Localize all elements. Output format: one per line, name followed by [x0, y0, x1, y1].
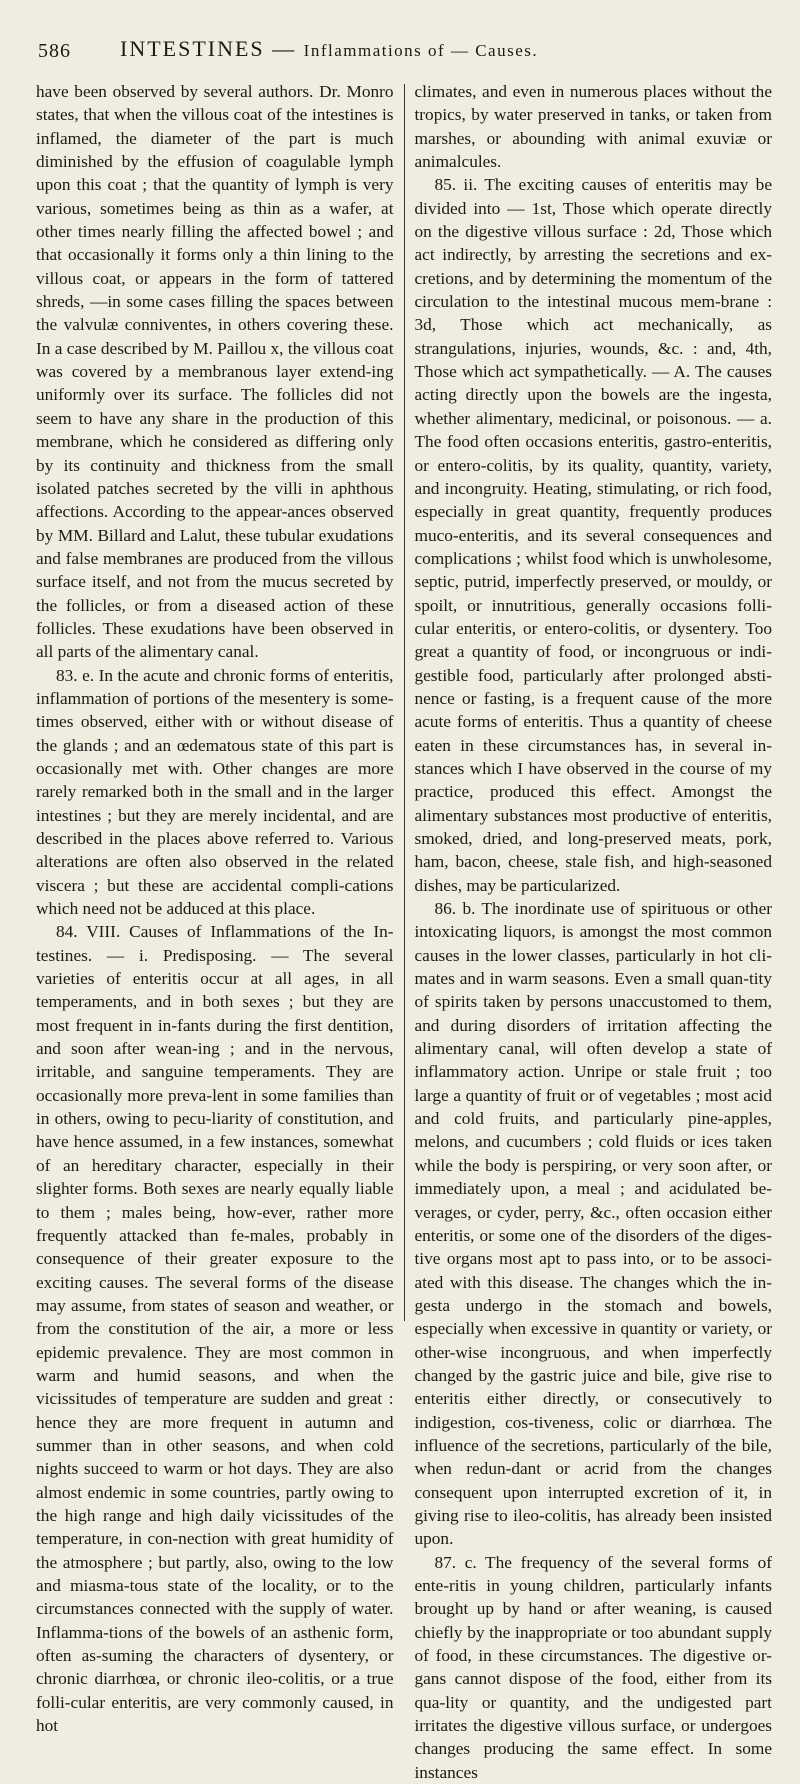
right-column: [414, 80, 773, 1782]
paragraph: 84. VIII. Causes of Inflammations of the In-testines. — i. Predisposing. — The several varieties of enteritis occur at all ages, in all temperaments, and in both sexes ; but they are most frequent in in-fants during the first dentition, and soon after wean-ing ; and in the nervous, irritable, and sanguine temperaments. They are occasionally more preva-lent in some families than in others, owing to pecu-liarity of constitution, and have hence assumed, in a few instances, somewhat of an hereditary character, especially in their slighter forms. Both sexes are nearly equally liable to them ; males being, how-ever, rather more frequently attacked than fe-males, probably in consequence of their greater exposure to the exciting causes. The several forms of the disease may assume, from states of season and weather, or from the constitution of the air, a more or less epidemic prevalence. They are most common in warm and humid seasons, and when the vicissitudes of temperature are sudden and great : hence they are more frequent in autumn and summer than in other seasons, and when cold nights succeed to warm or hot days. They are also almost endemic in some countries, partly owing to the high range and high daily vicissitudes of the temperature, in con-nection with great humidity of the atmosphere ; but partly, also, owing to the low and miasma-tous state of the locality, or to the circumstances connected with the supply of water. Inflamma-tions of the bowels of an asthenic form, often as-suming the characters of dysentery, or chronic diarrhœa, or chronic ileo-colitis, or a true folli-cular enteritis, are very commonly caused, in hot: [36, 922, 394, 1736]
column-divider: [404, 84, 405, 1321]
paragraph: 87. c. The frequency of the several forms of ente-ritis in young children, particularly infants brought up by hand or after weaning, is caused chiefly by the inappropriate or too abundant supply of food, in these circumstances. The digestive or-gans cannot dispose of the food, either from its qua-lity or quantity, and the undigested part irritates the digestive villous surface, or undergoes changes producing the same effect. In some instances: [414, 1552, 772, 1782]
left-column: [36, 80, 394, 1736]
running-head-subtitle: Inflammations of — Causes.: [303, 41, 539, 60]
page-header: [30, 14, 770, 70]
paragraph: 86. b. The inordinate use of spirituous or other intoxicating liquors, is amongst the most common causes in the lower classes, particularly in hot cli-mates and in warm seasons. Even a small quan-tity of spirits taken by persons unaccustomed to them, and during disorders of irritation affecting the alimentary canal, will often develop a state of inflammatory action. Unripe or stale fruit ; too large a quantity of fruit or of vegetables ; most acid and cold fruits, and particularly pine-apples, melons, and cucumbers ; cold fluids or ices taken while the body is perspiring, or very soon after, or immediately upon, a meal ; and acidulated be-verages, or cyder, perry, &c., often occasion either enteritis, or some one of the disorders of the diges-tive organs most apt to pass into, or to be associ-ated with this disease. The changes which the in-gesta undergo in the stomach and bowels, especially when excessive in quantity or variety, or other-wise incongruous, and when imperfectly changed by the gastric juice and bile, give rise to enteritis either directly, or consecutively to indigestion, cos-tiveness, colic or diarrhœa. The influence of the secretions, particularly of the bile, when redun-dant or acrid from the changes consequent upon interrupted excretion of it, in giving rise to ileo-colitis, has already been insisted upon.: [414, 899, 772, 1549]
text-columns: [36, 80, 772, 1782]
paragraph: have been observed by several authors. Dr. Monro states, that when the villous coat of the intestines is inflamed, the diameter of the part is much diminished by the effusion of coagulable lymph upon this coat ; that the quantity of lymph is very various, sometimes being as thin as a wafer, at other times nearly filling the affected bowel ; and that occasionally it forms only a thin lining to the villous coat, or appears in the form of tattered shreds, —in some cases filling the spaces between the valvulæ conniventes, in others covering these. In a case described by M. Paillou x, the villous coat was covered by a membranous layer extend-ing uniformly over its surface. The follicles did not seem to have any share in the production of this membrane, which he considered as differing only by its continuity and thickness from the small isolated patches secreted by the villi in aphthous affections. According to the appear-ances observed by MM. Billard and Lalut, these tubular exudations and false membranes are produced from the villous surface itself, and not from the mucus secreted by the follicles, or from a diseased action of these follicles. These exudations have been observed in all parts of the alimentary canal.: [36, 82, 394, 662]
running-head-main: INTESTINES —: [120, 36, 304, 61]
paragraph: 83. e. In the acute and chronic forms of enteritis, inflammation of portions of the mesentery is some-times observed, either with or without disease of the glands ; and an œdematous state of this part is occasionally met with. Other changes are more rarely remarked both in the small and in the larger intestines ; but they are merely incidental, and are described in the places above referred to. Various alterations are often also observed in the related viscera ; but these are accidental compli-cations which need not be adduced at this place.: [36, 665, 394, 919]
page-number: 586: [38, 40, 71, 62]
paragraph: 85. ii. The exciting causes of enteritis may be divided into — 1st, Those which operate directly on the digestive villous surface : 2d, Those which act indirectly, by arresting the secretions and ex-cretions, and by determining the momentum of the circulation to the intestinal mucous mem-brane : 3d, Those which act mechanically, as strangulations, injuries, wounds, &c. : and, 4th, Those which act sympathetically. — A. The causes acting directly upon the bowels are the ingesta, whether alimentary, medicinal, or poisonous. — a. The food often occasions enteritis, gastro-enteritis, or entero-colitis, by its quality, quantity, variety, and incongruity. Heating, stimulating, or rich food, especially in great quantity, frequently produces muco-enteritis, and its several consequences and complications ; whilst food which is unwholesome, septic, putrid, imperfectly preserved, or mouldy, or spoilt, or innutritious, generally occasions folli-cular enteritis, or entero-colitis, or dysentery. Too great a quantity of food, or incongruous or indi-gestible food, particularly after prolonged absti-nence or fasting, is a frequent cause of the more acute forms of enteritis. Thus a quantity of cheese eaten in these circumstances has, in several in-stances which I have observed in the course of my practice, produced this effect. Amongst the alimentary substances most productive of enteritis, smoked, dried, and long-preserved meats, pork, ham, bacon, cheese, stale fish, and high-seasoned dishes, may be particularized.: [414, 175, 772, 895]
paragraph: climates, and even in numerous places without the tropics, by water preserved in tanks, or taken from marshes, or abounding with animal exuviæ or animalcules.: [414, 82, 772, 172]
running-head: [120, 36, 770, 62]
